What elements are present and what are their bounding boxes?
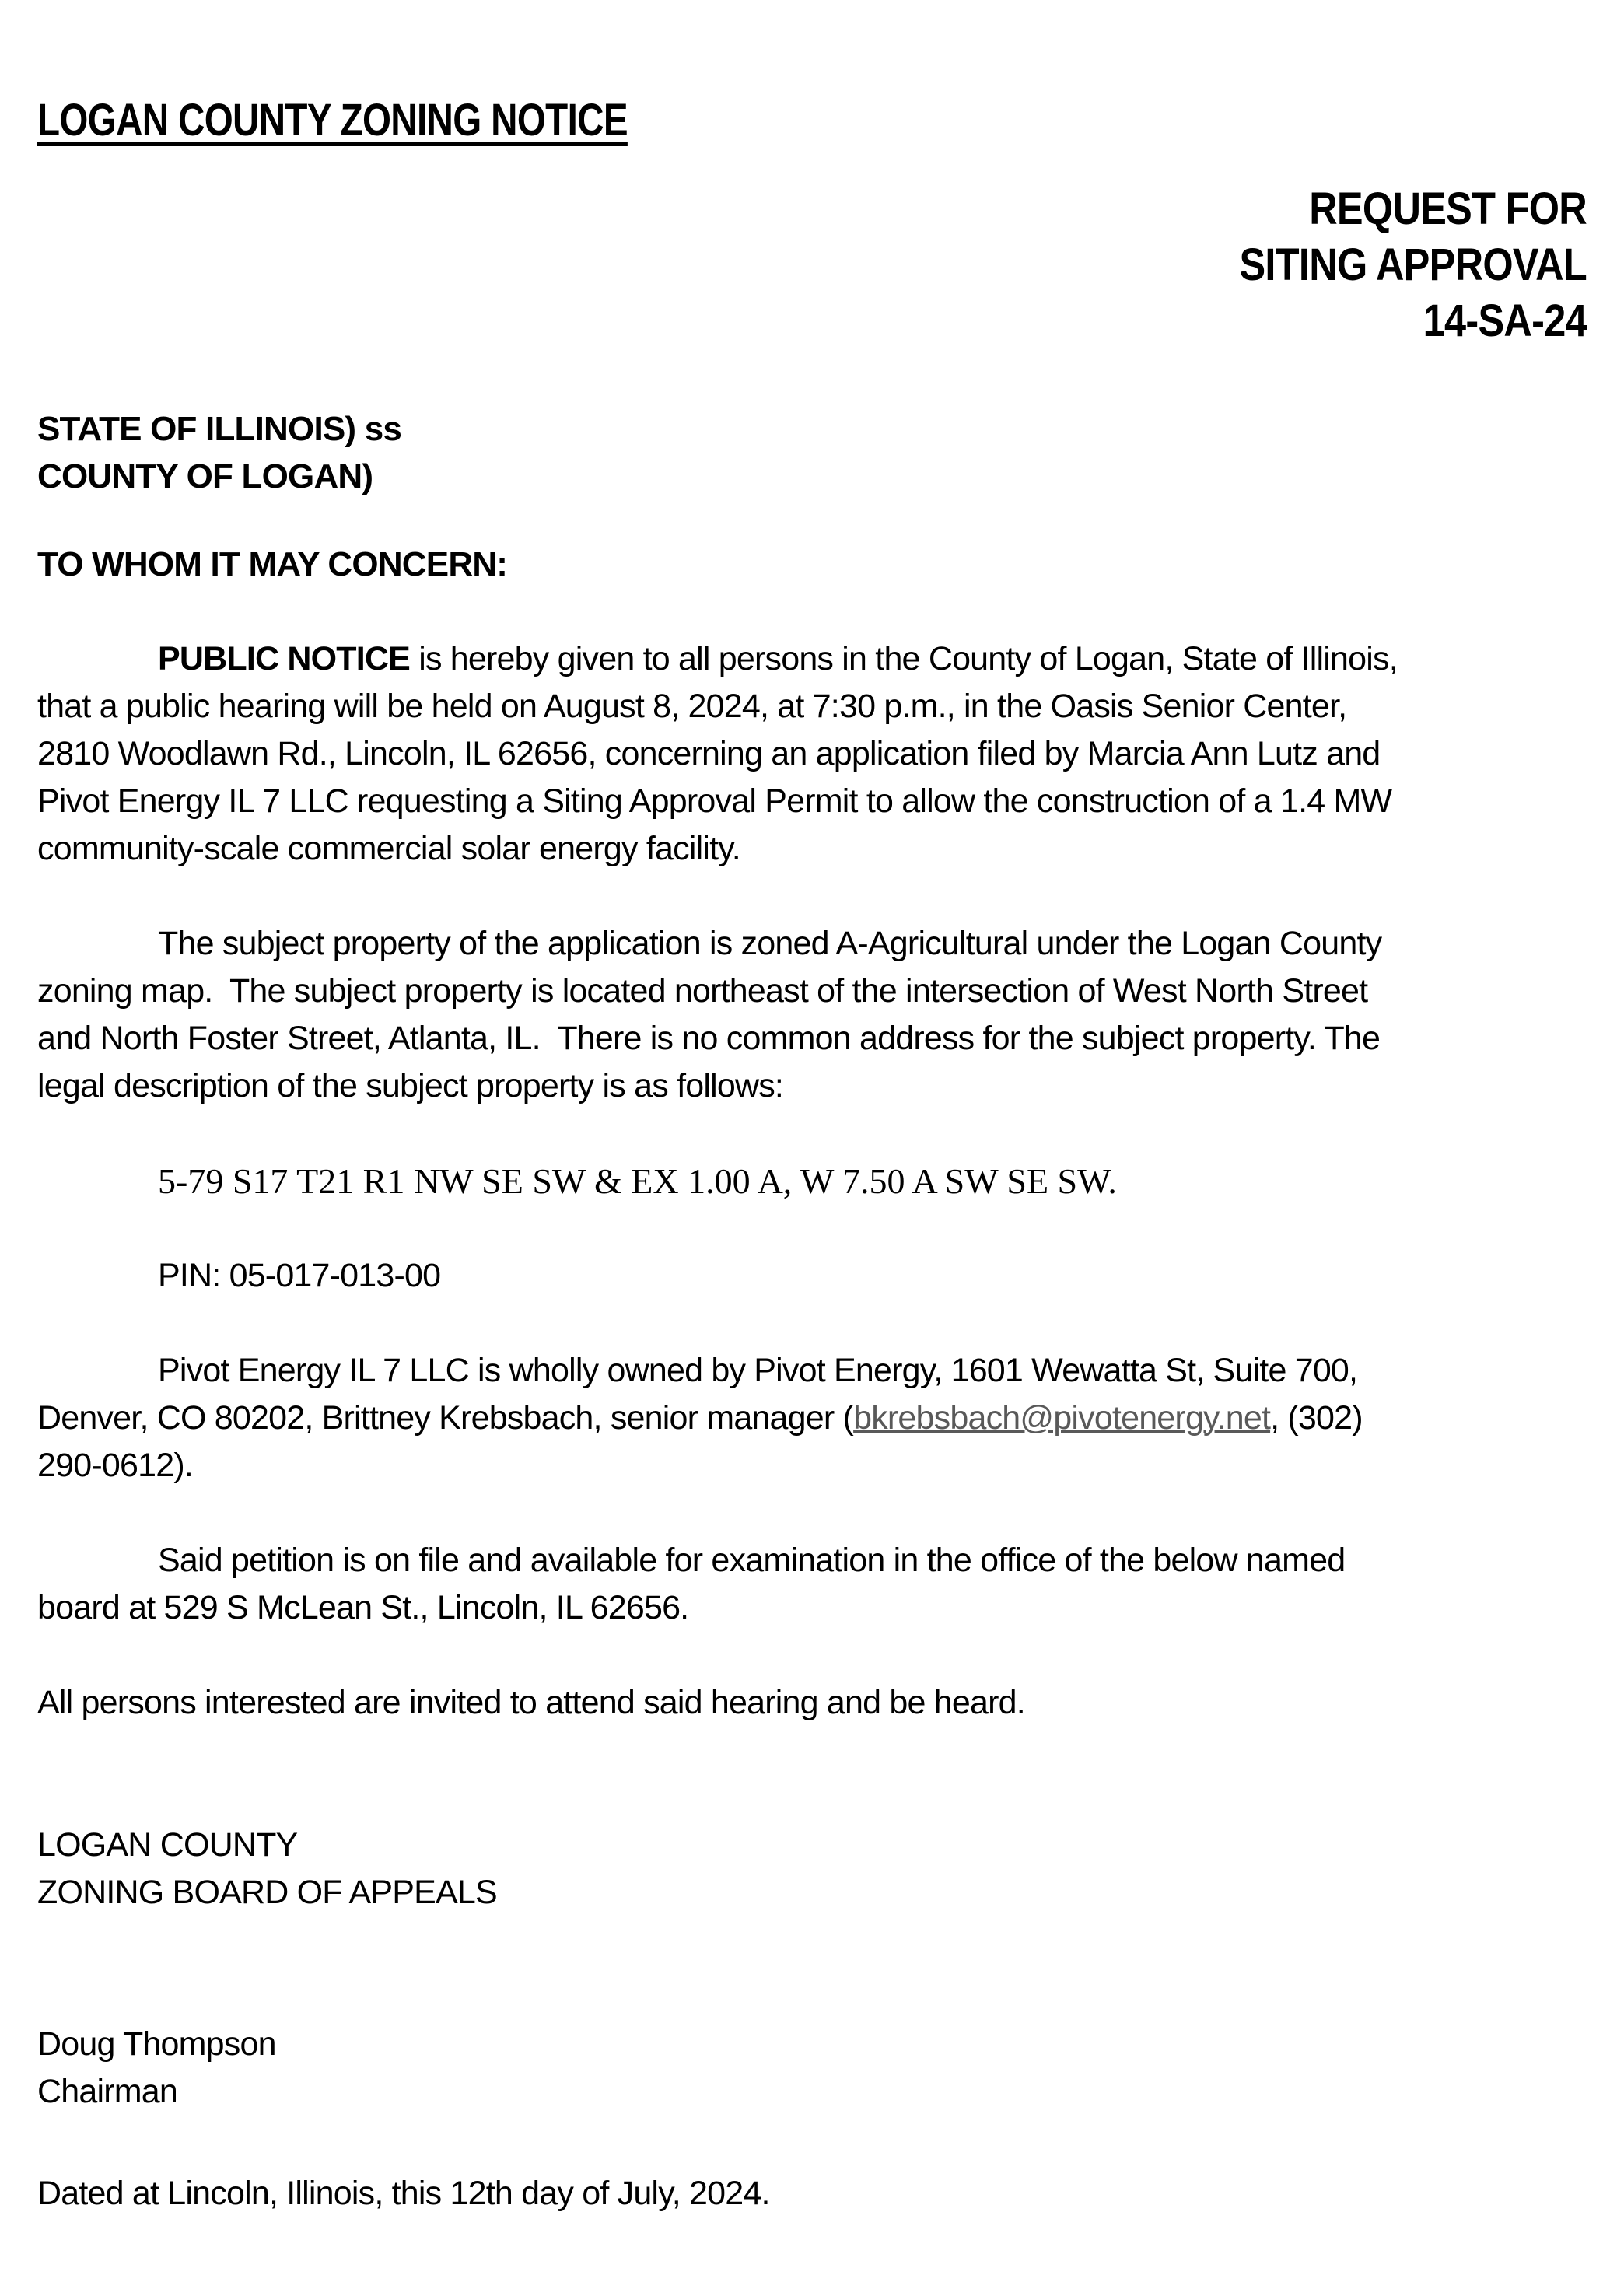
paragraph-text: Denver, CO 80202, Brittney Krebsbach, senior manager ( [37, 1399, 854, 1437]
venue-state-line: STATE OF ILLINOIS) ss [37, 410, 402, 448]
pin-line: PIN: 05-017-013-00 [158, 1257, 441, 1294]
paragraph-line: 2810 Woodlawn Rd., Lincoln, IL 62656, concerning an application filed by Marcia Ann Lutz and [37, 735, 1381, 772]
paragraph-line: and North Foster Street, Atlanta, IL. There is no common address for the subject property. The [37, 1020, 1381, 1057]
siting-approval-line: SITING APPROVAL [1239, 240, 1587, 290]
paragraph-line: that a public hearing will be held on August 8, 2024, at 7:30 p.m., in the Oasis Senior Center, [37, 688, 1347, 725]
board-block [37, 1822, 1587, 1916]
paragraph-line [37, 1395, 1587, 1442]
paragraph-line: zoning map. The subject property is located northeast of the intersection of West North Street [37, 972, 1368, 1010]
venue-county-line: COUNTY OF LOGAN) [37, 457, 373, 495]
owner-paragraph [37, 1347, 1587, 1489]
salutation: TO WHOM IT MAY CONCERN: [37, 545, 508, 583]
paragraph-line: Pivot Energy IL 7 LLC is wholly owned by Pivot Energy, 1601 Wewatta St, Suite 700, [158, 1352, 1358, 1389]
public-notice-paragraph [37, 635, 1587, 873]
public-notice-lead: PUBLIC NOTICE [158, 640, 411, 677]
email-link[interactable]: bkrebsbach@pivotenergy.net [853, 1399, 1271, 1437]
case-number: 14-SA-24 [1423, 296, 1587, 346]
invitation-line: All persons interested are invited to attend said hearing and be heard. [37, 1684, 1025, 1721]
board-title-line: ZONING BOARD OF APPEALS [37, 1874, 497, 1911]
legal-description-line: 5-79 S17 T21 R1 NW SE SW & EX 1.00 A, W 7.50 A SW SE SW. [158, 1161, 1117, 1201]
paragraph-line: Pivot Energy IL 7 LLC requesting a Siting Approval Permit to allow the construction of a 1.4 MW [37, 782, 1392, 820]
case-header [37, 181, 1587, 349]
paragraph-line: legal description of the subject property is as follows: [37, 1067, 784, 1104]
signatory-name: Doug Thompson [37, 2025, 276, 2063]
page-title: LOGAN COUNTY ZONING NOTICE [37, 95, 628, 145]
request-for-line: REQUEST FOR [1309, 184, 1587, 234]
paragraph-text: is hereby given to all persons in the County of Logan, State of Illinois, [410, 640, 1398, 677]
paragraph-text: , (302) [1270, 1399, 1363, 1437]
signatory-block [37, 2021, 1587, 2116]
petition-paragraph [37, 1537, 1587, 1632]
paragraph-line [37, 635, 1587, 683]
venue-block [37, 405, 1587, 500]
property-paragraph [37, 920, 1587, 1110]
board-name-line: LOGAN COUNTY [37, 1826, 298, 1864]
paragraph-line: 290-0612). [37, 1447, 193, 1484]
paragraph-line: community-scale commercial solar energy facility. [37, 830, 740, 867]
signatory-title: Chairman [37, 2073, 178, 2110]
dated-line: Dated at Lincoln, Illinois, this 12th day of July, 2024. [37, 2175, 770, 2212]
paragraph-line: The subject property of the application is zoned A-Agricultural under the Logan County [158, 925, 1382, 962]
paragraph-line: Said petition is on file and available for examination in the office of the below named [158, 1542, 1346, 1579]
paragraph-line: board at 529 S McLean St., Lincoln, IL 62656. [37, 1589, 689, 1626]
